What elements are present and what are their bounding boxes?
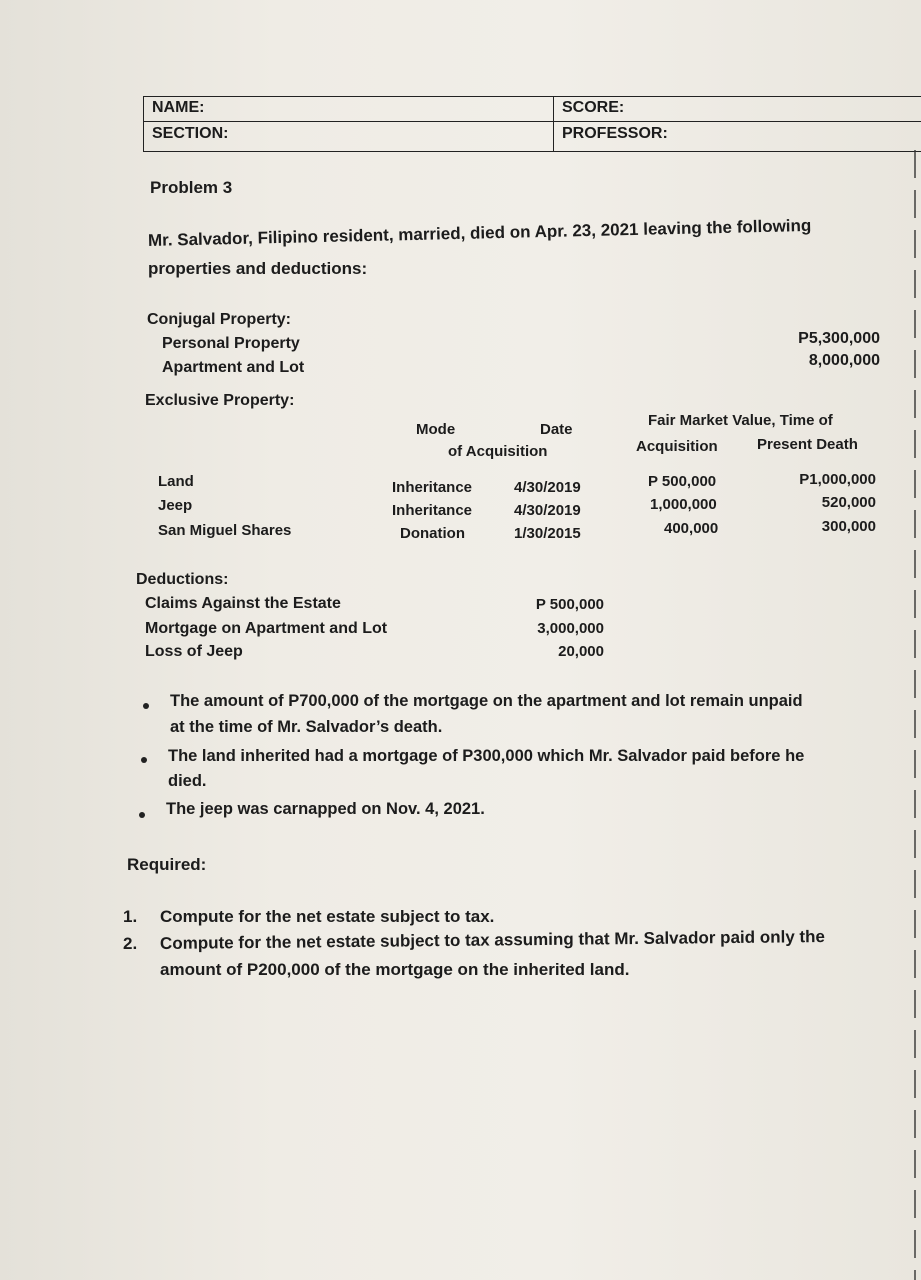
exclusive-heading: Exclusive Property: [145,392,295,409]
col-header-date: Date [540,421,573,438]
exclusive-date: 4/30/2019 [514,502,581,519]
exclusive-mode: Inheritance [392,479,473,496]
deductions-heading: Deductions: [136,571,229,588]
header-table [143,96,921,152]
deduction-label: Claims Against the Estate [145,595,341,612]
bullet-icon [139,812,145,818]
exclusive-fmv-death: 520,000 [821,494,876,511]
required-item-line: Compute for the net estate subject to tax. [160,907,495,926]
intro-line-2: properties and deductions: [148,259,368,278]
deduction-value: 20,000 [558,643,604,660]
exclusive-fmv-acquisition: 400,000 [664,520,719,537]
required-heading: Required: [127,855,207,874]
exclusive-date: 4/30/2019 [514,479,581,496]
exclusive-fmv-acquisition: P 500,000 [648,473,717,490]
exclusive-fmv-death: 300,000 [821,518,876,535]
col-header-acquisition: Acquisition [636,438,718,455]
problem-title: Problem 3 [150,178,233,197]
name-label: NAME: [152,99,205,116]
col-header-of-acquisition: of Acquisition [448,443,548,460]
note-line: The jeep was carnapped on Nov. 4, 2021. [166,800,485,818]
required-item-line: Compute for the net estate subject to tax assuming that Mr. Salvador paid only the [159,927,826,953]
note-line: died. [168,772,207,790]
col-header-present-death: Present Death [757,436,858,453]
exclusive-item: San Miguel Shares [158,522,292,539]
exclusive-date: 1/30/2015 [514,525,581,542]
exclusive-mode: Inheritance [392,502,473,519]
note-line: The land inherited had a mortgage of P300,000 which Mr. Salvador paid before he [168,747,805,765]
col-header-fmv: Fair Market Value, Time of [648,412,833,429]
exclusive-mode: Donation [400,525,465,542]
bullet-icon [141,757,147,763]
required-number: 2. [123,934,138,953]
conjugal-item-label: Apartment and Lot [162,359,305,376]
score-label: SCORE: [562,99,625,116]
intro-line-1: Mr. Salvador, Filipino resident, married, died on Apr. 23, 2021 leaving the following [147,215,812,250]
exclusive-item: Land [158,473,194,490]
conjugal-item-value: 8,000,000 [808,352,880,369]
required-item-line: amount of P200,000 of the mortgage on the inherited land. [160,960,630,979]
deduction-label: Mortgage on Apartment and Lot [145,620,388,637]
required-number: 1. [123,907,138,926]
section-label: SECTION: [152,125,229,142]
conjugal-item-label: Personal Property [162,335,300,352]
bullet-icon [143,703,149,709]
binding-edge [914,150,916,1280]
deduction-label: Loss of Jeep [145,643,243,660]
exclusive-fmv-acquisition: 1,000,000 [650,496,717,513]
professor-label: PROFESSOR: [562,125,668,142]
col-header-mode: Mode [416,421,456,438]
note-line: The amount of P700,000 of the mortgage on the apartment and lot remain unpaid [170,692,803,710]
exclusive-fmv-death: P1,000,000 [799,471,876,488]
header-divider-vertical [553,97,554,151]
conjugal-item-value: P5,300,000 [798,330,880,347]
exclusive-item: Jeep [158,497,193,514]
deduction-value: 3,000,000 [537,620,604,637]
deduction-value: P 500,000 [535,596,604,613]
header-divider-horizontal [144,121,921,122]
note-line: at the time of Mr. Salvador’s death. [170,718,443,736]
conjugal-heading: Conjugal Property: [147,311,292,328]
